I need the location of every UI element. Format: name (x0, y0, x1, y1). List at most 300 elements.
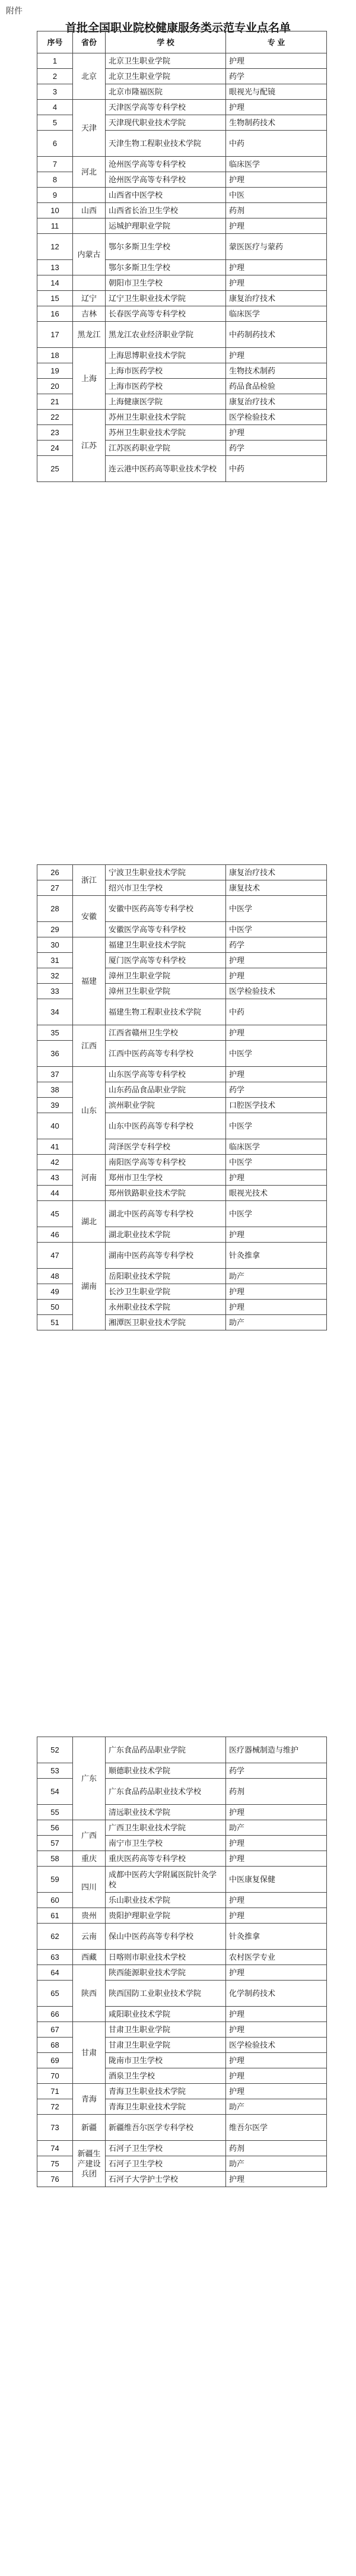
row-number: 15 (37, 291, 73, 306)
school-name: 天津现代职业技术学院 (106, 115, 226, 131)
school-name: 石河子卫生学校 (106, 2156, 226, 2172)
table-row (37, 2115, 327, 2141)
table-row (37, 188, 327, 203)
school-name: 重庆医药高等专科学校 (106, 1851, 226, 1867)
row-number: 18 (37, 348, 73, 363)
major-name: 中药 (226, 999, 327, 1025)
row-number: 30 (37, 937, 73, 953)
school-name: 青海卫生职业技术学院 (106, 2099, 226, 2115)
province-cell: 贵州 (73, 1908, 106, 1924)
table-row (37, 865, 327, 880)
province-cell: 内蒙古 (73, 234, 106, 275)
school-name: 上海思博职业技术学院 (106, 348, 226, 363)
school-name: 连云港中医药高等职业技术学校 (106, 456, 226, 482)
province-cell: 江西 (73, 1025, 106, 1067)
table-row (37, 218, 327, 234)
school-name: 岳阳职业技术学院 (106, 1269, 226, 1284)
major-name: 中医学 (226, 922, 327, 937)
row-number: 28 (37, 896, 73, 922)
table-row (37, 2141, 327, 2156)
school-name: 湖北职业技术学院 (106, 1227, 226, 1243)
table-section-2 (37, 864, 326, 1330)
row-number: 17 (37, 322, 73, 348)
province-cell: 新疆生产建设兵团 (73, 2141, 106, 2187)
row-number: 32 (37, 968, 73, 984)
province-cell: 青海 (73, 2084, 106, 2115)
row-number: 62 (37, 1924, 73, 1950)
row-number: 63 (37, 1950, 73, 1965)
table-row (37, 291, 327, 306)
province-cell: 广西 (73, 1820, 106, 1851)
province-cell: 重庆 (73, 1851, 106, 1867)
major-name: 针灸推拿 (226, 1924, 327, 1950)
row-number: 31 (37, 953, 73, 968)
school-name: 陕西能源职业技术学院 (106, 1965, 226, 1981)
row-number: 25 (37, 456, 73, 482)
table-row (37, 896, 327, 922)
school-name: 新疆维吾尔医学专科学校 (106, 2115, 226, 2141)
major-name: 临床医学 (226, 306, 327, 322)
school-name: 南阳医学高等专科学校 (106, 1155, 226, 1170)
school-name: 辽宁卫生职业技术学院 (106, 291, 226, 306)
school-name: 郑州市卫生学校 (106, 1170, 226, 1186)
school-name: 保山中医药高等专科学校 (106, 1924, 226, 1950)
school-name: 山东中医药高等专科学校 (106, 1113, 226, 1139)
province-cell: 山东 (73, 1067, 106, 1155)
school-table (37, 31, 327, 482)
province-cell: 辽宁 (73, 291, 106, 306)
major-name: 护理 (226, 2007, 327, 2022)
major-name: 中医学 (226, 1155, 327, 1170)
row-number: 42 (37, 1155, 73, 1170)
major-name: 护理 (226, 1067, 327, 1082)
row-number: 2 (37, 69, 73, 84)
major-name: 中医学 (226, 1113, 327, 1139)
major-name: 护理 (226, 2084, 327, 2099)
table-row (37, 100, 327, 115)
province-cell: 福建 (73, 937, 106, 1025)
school-name: 安徽中医药高等专科学校 (106, 896, 226, 922)
row-number: 35 (37, 1025, 73, 1041)
major-name: 临床医学 (226, 1139, 327, 1155)
row-number: 51 (37, 1315, 73, 1330)
province-cell (73, 218, 106, 234)
school-name: 黑龙江农业经济职业学院 (106, 322, 226, 348)
row-number: 50 (37, 1300, 73, 1315)
major-name: 护理 (226, 968, 327, 984)
province-cell: 四川 (73, 1867, 106, 1908)
row-number: 76 (37, 2172, 73, 2187)
school-name: 江西省赣州卫生学校 (106, 1025, 226, 1041)
province-cell: 吉林 (73, 306, 106, 322)
major-name: 护理 (226, 100, 327, 115)
major-name: 护理 (226, 2172, 327, 2187)
row-number: 40 (37, 1113, 73, 1139)
major-name: 护理 (226, 1965, 327, 1981)
major-name: 护理 (226, 1170, 327, 1186)
major-name: 针灸推拿 (226, 1243, 327, 1269)
major-name: 护理 (226, 2022, 327, 2038)
row-number: 46 (37, 1227, 73, 1243)
major-name: 医疗器械制造与维护 (226, 1737, 327, 1763)
school-name: 湘潭医卫职业技术学院 (106, 1315, 226, 1330)
major-name: 康复治疗技术 (226, 394, 327, 410)
table-row (37, 1867, 327, 1893)
major-name: 护理 (226, 1893, 327, 1908)
school-name: 石河子卫生学校 (106, 2141, 226, 2156)
row-number: 24 (37, 441, 73, 456)
school-name: 日喀则市职业技术学校 (106, 1950, 226, 1965)
row-number: 69 (37, 2053, 73, 2068)
row-number: 7 (37, 157, 73, 172)
school-name: 石河子大学护士学校 (106, 2172, 226, 2187)
major-name: 助产 (226, 1315, 327, 1330)
header-major: 专 业 (226, 31, 327, 53)
row-number: 41 (37, 1139, 73, 1155)
major-name: 护理 (226, 953, 327, 968)
row-number: 38 (37, 1082, 73, 1098)
row-number: 53 (37, 1763, 73, 1779)
province-cell: 河南 (73, 1155, 106, 1201)
table-row (37, 2084, 327, 2099)
major-name: 药剂 (226, 2141, 327, 2156)
row-number: 44 (37, 1186, 73, 1201)
province-cell: 浙江 (73, 865, 106, 896)
school-name: 长沙卫生职业学院 (106, 1284, 226, 1300)
row-number: 60 (37, 1893, 73, 1908)
table-row (37, 410, 327, 425)
major-name: 护理 (226, 425, 327, 441)
school-name: 安徽医学高等专科学校 (106, 922, 226, 937)
row-number: 57 (37, 1836, 73, 1851)
row-number: 73 (37, 2115, 73, 2141)
school-name: 漳州卫生职业学院 (106, 984, 226, 999)
table-row (37, 1737, 327, 1763)
school-name: 福建生物工程职业技术学院 (106, 999, 226, 1025)
school-name: 山东医学高等专科学校 (106, 1067, 226, 1082)
school-name: 江西中医药高等专科学校 (106, 1041, 226, 1067)
row-number: 1 (37, 53, 73, 69)
major-name: 医学检验技术 (226, 2038, 327, 2053)
major-name: 药学 (226, 937, 327, 953)
row-number: 45 (37, 1201, 73, 1227)
table-section-3 (37, 1737, 326, 2187)
school-name: 顺德职业技术学院 (106, 1763, 226, 1779)
row-number: 5 (37, 115, 73, 131)
table-row (37, 53, 327, 69)
table-row (37, 234, 327, 260)
table-row (37, 157, 327, 172)
table-row (37, 1243, 327, 1269)
school-name: 鄂尔多斯卫生学校 (106, 260, 226, 275)
table-row (37, 2022, 327, 2038)
school-name: 青海卫生职业技术学院 (106, 2084, 226, 2099)
major-name: 助产 (226, 2156, 327, 2172)
major-name: 护理 (226, 1805, 327, 1820)
major-name: 眼视光技术 (226, 1186, 327, 1201)
row-number: 33 (37, 984, 73, 999)
major-name: 助产 (226, 2099, 327, 2115)
row-number: 4 (37, 100, 73, 115)
province-cell: 云南 (73, 1924, 106, 1950)
school-name: 广东食品药品职业技术学校 (106, 1779, 226, 1805)
major-name: 护理 (226, 1851, 327, 1867)
row-number: 19 (37, 363, 73, 379)
province-cell: 上海 (73, 348, 106, 410)
school-name: 贵阳护理职业学院 (106, 1908, 226, 1924)
major-name: 农村医学专业 (226, 1950, 327, 1965)
header-school: 学 校 (106, 31, 226, 53)
row-number: 49 (37, 1284, 73, 1300)
school-name: 咸阳职业技术学院 (106, 2007, 226, 2022)
school-name: 漳州卫生职业学院 (106, 968, 226, 984)
table-row (37, 1201, 327, 1227)
school-name: 朝阳市卫生学校 (106, 275, 226, 291)
major-name: 药剂 (226, 1779, 327, 1805)
school-name: 苏州卫生职业技术学院 (106, 425, 226, 441)
school-name: 陕西国防工业职业技术学院 (106, 1981, 226, 2007)
major-name: 护理 (226, 2053, 327, 2068)
table-row (37, 1950, 327, 1965)
table-row (37, 306, 327, 322)
row-number: 16 (37, 306, 73, 322)
table-section-1 (37, 31, 326, 482)
province-cell: 安徽 (73, 896, 106, 937)
major-name: 护理 (226, 172, 327, 188)
document-title: 首批全国职业院校健康服务类示范专业点名单 (65, 22, 291, 34)
row-number: 59 (37, 1867, 73, 1893)
row-number: 10 (37, 203, 73, 218)
major-name: 中医学 (226, 1041, 327, 1067)
row-number: 29 (37, 922, 73, 937)
row-number: 48 (37, 1269, 73, 1284)
table-row (37, 1965, 327, 1981)
major-name: 护理 (226, 2068, 327, 2084)
row-number: 9 (37, 188, 73, 203)
major-name: 护理 (226, 53, 327, 69)
school-name: 上海市医药学校 (106, 379, 226, 394)
province-cell: 山西 (73, 203, 106, 218)
province-cell: 河北 (73, 157, 106, 188)
province-cell (73, 188, 106, 203)
table-row (37, 1908, 327, 1924)
school-name: 天津医学高等专科学校 (106, 100, 226, 115)
province-cell: 甘肃 (73, 2022, 106, 2084)
school-name: 甘肃卫生职业学院 (106, 2038, 226, 2053)
major-name: 护理 (226, 1284, 327, 1300)
table-row (37, 1155, 327, 1170)
school-name: 宁波卫生职业技术学院 (106, 865, 226, 880)
major-name: 眼视光与配镜 (226, 84, 327, 100)
school-name: 沧州医学高等专科学校 (106, 157, 226, 172)
major-name: 中医康复保健 (226, 1867, 327, 1893)
province-cell: 陕西 (73, 1965, 106, 2022)
school-name: 陇南市卫生学校 (106, 2053, 226, 2068)
school-name: 甘肃卫生职业学院 (106, 2022, 226, 2038)
row-number: 22 (37, 410, 73, 425)
major-name: 护理 (226, 1025, 327, 1041)
major-name: 护理 (226, 1908, 327, 1924)
province-cell: 北京 (73, 53, 106, 100)
row-number: 58 (37, 1851, 73, 1867)
row-number: 23 (37, 425, 73, 441)
province-cell: 天津 (73, 100, 106, 157)
province-cell: 湖北 (73, 1201, 106, 1243)
school-table (37, 864, 327, 1330)
row-number: 75 (37, 2156, 73, 2172)
school-name: 北京市隆福医院 (106, 84, 226, 100)
major-name: 生物制药技术 (226, 115, 327, 131)
major-name: 蒙医医疗与蒙药 (226, 234, 327, 260)
school-name: 绍兴市卫生学校 (106, 880, 226, 896)
row-number: 67 (37, 2022, 73, 2038)
major-name: 护理 (226, 218, 327, 234)
major-name: 口腔医学技术 (226, 1098, 327, 1113)
school-name: 酒泉卫生学校 (106, 2068, 226, 2084)
major-name: 医学检验技术 (226, 410, 327, 425)
school-name: 湖南中医药高等专科学校 (106, 1243, 226, 1269)
school-name: 广东食品药品职业学院 (106, 1737, 226, 1763)
province-cell: 广东 (73, 1737, 106, 1820)
row-number: 3 (37, 84, 73, 100)
school-name: 成都中医药大学附属医院针灸学校 (106, 1867, 226, 1893)
header-province: 省份 (73, 31, 106, 53)
row-number: 54 (37, 1779, 73, 1805)
major-name: 医学检验技术 (226, 984, 327, 999)
province-cell: 江苏 (73, 410, 106, 482)
major-name: 康复技术 (226, 880, 327, 896)
row-number: 56 (37, 1820, 73, 1836)
major-name: 药学 (226, 1082, 327, 1098)
school-name: 湖北中医药高等专科学校 (106, 1201, 226, 1227)
major-name: 中药 (226, 456, 327, 482)
row-number: 52 (37, 1737, 73, 1763)
school-name: 上海健康医学院 (106, 394, 226, 410)
row-number: 66 (37, 2007, 73, 2022)
major-name: 助产 (226, 1269, 327, 1284)
major-name: 药品食品检验 (226, 379, 327, 394)
school-name: 清远职业技术学院 (106, 1805, 226, 1820)
school-name: 永州职业技术学院 (106, 1300, 226, 1315)
school-name: 滨州职业学院 (106, 1098, 226, 1113)
province-cell: 湖南 (73, 1243, 106, 1330)
school-name: 鄂尔多斯卫生学校 (106, 234, 226, 260)
row-number: 74 (37, 2141, 73, 2156)
province-cell (73, 275, 106, 291)
row-number: 68 (37, 2038, 73, 2053)
row-number: 37 (37, 1067, 73, 1082)
row-number: 26 (37, 865, 73, 880)
major-name: 康复治疗技术 (226, 865, 327, 880)
school-name: 山西省长治卫生学校 (106, 203, 226, 218)
major-name: 康复治疗技术 (226, 291, 327, 306)
row-number: 72 (37, 2099, 73, 2115)
row-number: 36 (37, 1041, 73, 1067)
school-name: 天津生物工程职业技术学院 (106, 131, 226, 157)
table-row (37, 1820, 327, 1836)
row-number: 71 (37, 2084, 73, 2099)
row-number: 64 (37, 1965, 73, 1981)
row-number: 13 (37, 260, 73, 275)
major-name: 中医学 (226, 1201, 327, 1227)
major-name: 临床医学 (226, 157, 327, 172)
table-row (37, 1067, 327, 1082)
major-name: 护理 (226, 275, 327, 291)
row-number: 11 (37, 218, 73, 234)
row-number: 12 (37, 234, 73, 260)
school-name: 江苏医药职业学院 (106, 441, 226, 456)
school-name: 山东药品食品职业学院 (106, 1082, 226, 1098)
major-name: 中医 (226, 188, 327, 203)
major-name: 护理 (226, 1836, 327, 1851)
major-name: 维吾尔医学 (226, 2115, 327, 2141)
major-name: 化学制药技术 (226, 1981, 327, 2007)
major-name: 药剂 (226, 203, 327, 218)
row-number: 6 (37, 131, 73, 157)
school-name: 郑州铁路职业技术学院 (106, 1186, 226, 1201)
school-name: 沧州医学高等专科学校 (106, 172, 226, 188)
row-number: 14 (37, 275, 73, 291)
school-name: 厦门医学高等专科学校 (106, 953, 226, 968)
table-row (37, 1025, 327, 1041)
row-number: 65 (37, 1981, 73, 2007)
school-name: 山西省中医学校 (106, 188, 226, 203)
row-number: 55 (37, 1805, 73, 1820)
table-row (37, 1851, 327, 1867)
school-name: 乐山职业技术学院 (106, 1893, 226, 1908)
school-name: 长春医学高等专科学校 (106, 306, 226, 322)
table-header-row (37, 31, 327, 53)
major-name: 护理 (226, 1227, 327, 1243)
major-name: 中药 (226, 131, 327, 157)
attachment-label: 附件 (6, 6, 23, 15)
table-row (37, 203, 327, 218)
school-table (37, 1737, 327, 2187)
row-number: 34 (37, 999, 73, 1025)
major-name: 药学 (226, 1763, 327, 1779)
row-number: 70 (37, 2068, 73, 2084)
province-cell: 新疆 (73, 2115, 106, 2141)
table-row (37, 322, 327, 348)
major-name: 药学 (226, 441, 327, 456)
school-name: 南宁市卫生学校 (106, 1836, 226, 1851)
major-name: 助产 (226, 1820, 327, 1836)
row-number: 43 (37, 1170, 73, 1186)
school-name: 运城护理职业学院 (106, 218, 226, 234)
school-name: 菏泽医学专科学校 (106, 1139, 226, 1155)
school-name: 北京卫生职业学院 (106, 53, 226, 69)
header-no: 序号 (37, 31, 73, 53)
major-name: 中医学 (226, 896, 327, 922)
row-number: 21 (37, 394, 73, 410)
major-name: 中药制药技术 (226, 322, 327, 348)
major-name: 护理 (226, 348, 327, 363)
school-name: 广西卫生职业技术学院 (106, 1820, 226, 1836)
row-number: 47 (37, 1243, 73, 1269)
province-cell: 黑龙江 (73, 322, 106, 348)
row-number: 8 (37, 172, 73, 188)
major-name: 护理 (226, 1300, 327, 1315)
table-row (37, 348, 327, 363)
table-row (37, 275, 327, 291)
province-cell: 西藏 (73, 1950, 106, 1965)
table-row (37, 1924, 327, 1950)
school-name: 北京卫生职业学院 (106, 69, 226, 84)
row-number: 61 (37, 1908, 73, 1924)
row-number: 27 (37, 880, 73, 896)
school-name: 上海市医药学校 (106, 363, 226, 379)
row-number: 39 (37, 1098, 73, 1113)
